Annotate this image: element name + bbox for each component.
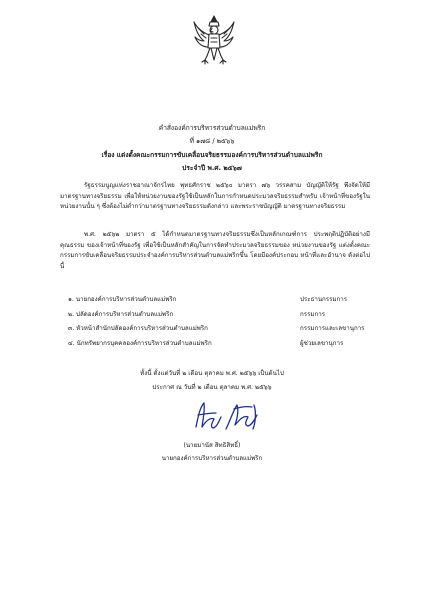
signer-position: นายกองค์การบริหารส่วนตำบลแม่พริก [161, 455, 263, 462]
order-number: ที่ ๑๗๘ / ๒๕๖๖ [189, 137, 235, 145]
committee-role: ผู้ช่วยเลขานุการ [300, 339, 344, 347]
committee-role: ประธานกรรมการ [300, 296, 348, 303]
committee-member: ๒. ปลัดองค์การบริหารส่วนตำบลแม่พริก [68, 310, 174, 318]
committee-role: กรรมการและเลขานุการ [300, 325, 365, 332]
signer-name: (นายมานัส สิทธิสิทธิ์) [183, 442, 241, 449]
committee-member: ๔. นักทรัพยากรบุคคลองค์การบริหารส่วนตำบลแม่พริก [68, 339, 212, 347]
body-paragraph-2: พ.ศ. ๒๕๖๒ มาตรา ๕ ได้กำหนดมาตรฐานทางจริยธรรมซึ่งเป็นหลักเกณฑ์การ ประพฤติปฏิบัติอย่างมีคุณธรรม ของเจ้าหน้าที่ของรัฐ เพื่อใช้เป็นหลักสำคัญในการจัดทำประมวลจริยธรรมของ หน่วยงานของรัฐ แต่งตั้งคณะกรรมการขับเคลื่อนจริยธรรมประจำองค์การบริหารส่วนตำบลแม่พริกขึ้น โดยมีองค์ประกอบ หน้าที่และอำนาจ ดังต่อไปนี้ [60, 231, 370, 270]
committee-item [68, 295, 368, 310]
order-issuer: คำสั่งองค์การบริหารส่วนตำบลแม่พริก [158, 124, 266, 132]
committee-member: ๑. นายกองค์การบริหารส่วนตำบลแม่พริก [68, 296, 177, 303]
body-paragraph-1: รัฐธรรมนูญแห่งราชอาณาจักรไทย พุทธศักราช ๒๕๖๐ มาตรา ๗๖ วรรคสาม บัญญัติให้รัฐ พึงจัดให้มีมาตรฐานทางจริยธรรม เพื่อให้หน่วยงานของรัฐใช้เป็นหลักในการกำหนดประมวลจริยธรรมสำหรับ เจ้าหน้าที่ของรัฐในหน่วยงานนั้น ๆ ซึ่งต้องไม่ต่ำกว่ามาตรฐานทางจริยธรรมดังกล่าว และพระราชบัญญัติ มาตรฐานทางจริยธรรม [60, 182, 370, 211]
handwritten-signature [190, 397, 264, 437]
order-fiscal-year: ประจำปี พ.ศ. ๒๕๖๗ [182, 164, 242, 172]
garuda-emblem [192, 14, 236, 66]
committee-member: ๓. หัวหน้าสำนักปลัดองค์การบริหารส่วนตำบลแม่พริก [68, 325, 208, 332]
committee-list [68, 295, 368, 353]
announcement-date: ประกาศ ณ วันที่ ๒ เดือน ตุลาคม พ.ศ. ๒๕๖๖ [152, 384, 272, 391]
order-subject: เรื่อง แต่งตั้งคณะกรรมการขับเคลื่อนจริยธรรมองค์การบริหารส่วนตำบลแม่พริก [101, 151, 323, 159]
committee-item [68, 310, 368, 325]
committee-item [68, 324, 368, 339]
committee-item [68, 339, 368, 354]
effective-date: ทั้งนี้ ตั้งแต่วันที่ ๒ เดือน ตุลาคม พ.ศ. ๒๕๖๖ เป็นต้นไป [140, 370, 284, 377]
committee-role: กรรมการ [300, 310, 326, 318]
